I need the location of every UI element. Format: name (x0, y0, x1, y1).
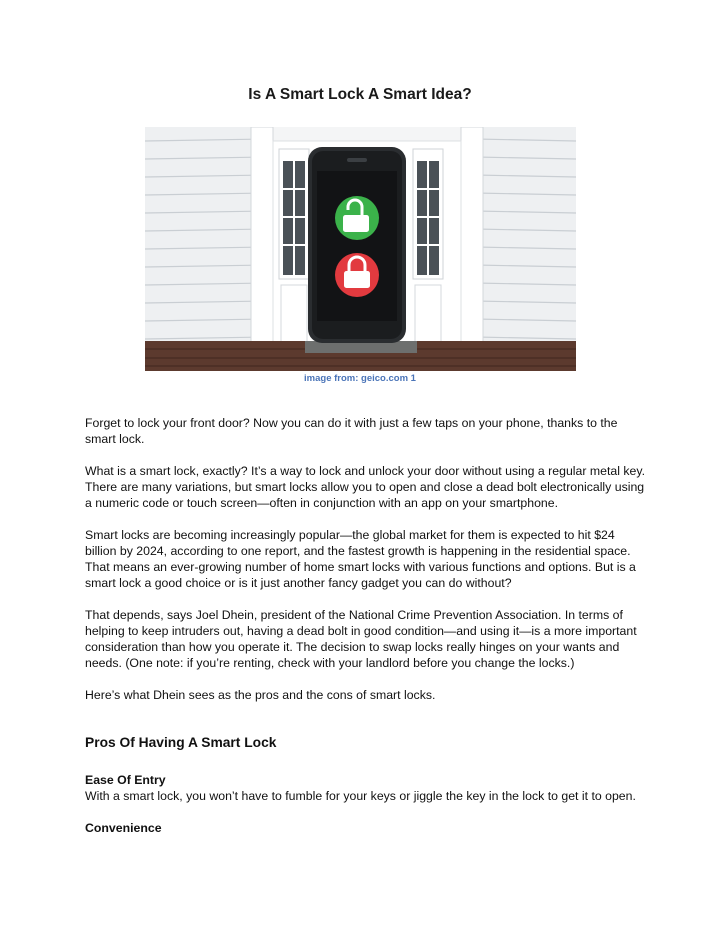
document-title: Is A Smart Lock A Smart Idea? (248, 86, 472, 103)
paragraph: Smart locks are becoming increasingly popular—the global market for them is expected to hit $24 billion by 2024, according to one report, and the fastest growth is happening in the residential space. That means an ever-growing number of home smart locks with various functions and options. But is a smart lock a good choice or is it just another fancy gadget you can do without? (85, 528, 636, 590)
article-body (85, 415, 645, 836)
right-siding (461, 127, 576, 351)
porch-floor (145, 341, 576, 371)
left-sidelight (279, 149, 309, 343)
subsection-heading: Ease Of Entry (85, 773, 166, 787)
right-sidelight (413, 149, 443, 343)
figure-caption: image from: geico.com 1 (304, 373, 416, 384)
subsection-text: With a smart lock, you won’t have to fumble for your keys or jiggle the key in the lock to get it to open. (85, 789, 636, 803)
paragraph: What is a smart lock, exactly? It’s a way to lock and unlock your door without using a regular metal key. There are many variations, but smart locks allow you to open and close a dead bolt electronically using a numeric code or touch screen—often in conjunction with an app on your smartphone. (85, 464, 645, 510)
unlocked-padlock-icon (335, 196, 379, 240)
left-siding (145, 127, 273, 351)
subsection-heading: Convenience (85, 821, 162, 835)
section-heading: Pros Of Having A Smart Lock (85, 735, 277, 750)
locked-padlock-icon (335, 253, 379, 297)
smart-door-illustration (145, 127, 576, 371)
paragraph: That depends, says Joel Dhein, president of the National Crime Prevention Association. In terms of helping to keep intruders out, having a dead bolt in good condition—and using it—is a more important consideration than how you operate it. The decision to swap locks really hinges on your wants and needs. (One note: if you’re renting, check with your landlord before you change the locks.) (85, 608, 637, 670)
smartphone-door (308, 147, 406, 343)
paragraph: Here’s what Dhein sees as the pros and the cons of smart locks. (85, 688, 436, 702)
paragraph: Forget to lock your front door? Now you can do it with just a few taps on your phone, thanks to the smart lock. (85, 416, 618, 446)
smart-lock-figure (145, 127, 576, 371)
